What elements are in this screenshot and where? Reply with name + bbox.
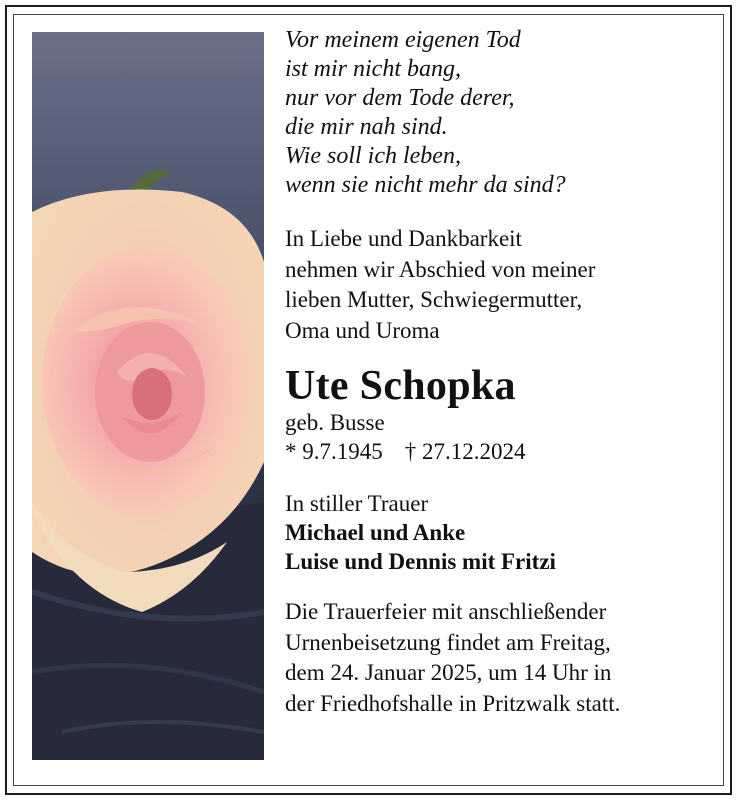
deceased-details — [285, 408, 715, 466]
poem-line: Vor meinem eigenen Tod — [285, 27, 521, 53]
mourner-name: Luise und Dennis mit Fritzi — [285, 549, 556, 574]
intro-line: In Liebe und Dankbarkeit — [285, 226, 522, 251]
poem-line: ist mir nicht bang, — [285, 56, 462, 82]
mourner-name: Michael und Anke — [285, 520, 466, 545]
funeral-line: dem 24. Januar 2025, um 14 Uhr in — [285, 660, 612, 685]
birth-date: * 9.7.1945 — [285, 439, 383, 464]
intro-text — [285, 224, 715, 346]
mourners-heading: In stiller Trauer — [285, 491, 429, 516]
funeral-line: Urnenbeisetzung findet am Freitag, — [285, 629, 611, 655]
poem-line: nur vor dem Tode derer, — [285, 85, 515, 111]
poem-line: die mir nah sind. — [285, 114, 448, 140]
text-column — [285, 26, 715, 719]
poem-line: wenn sie nicht mehr da sind? — [285, 172, 566, 198]
funeral-info — [285, 597, 715, 719]
rose-photo-icon — [32, 32, 264, 760]
poem — [285, 26, 715, 200]
funeral-line: Die Trauerfeier mit anschließender — [285, 599, 607, 624]
birth-name: geb. Busse — [285, 410, 385, 435]
funeral-line: der Friedhofshalle in Pritzwalk statt. — [285, 690, 621, 716]
intro-line: nehmen wir Abschied von meiner — [285, 256, 596, 282]
poem-line: Wie soll ich leben, — [285, 143, 461, 169]
intro-line: lieben Mutter, Schwiegermutter, — [285, 287, 583, 312]
life-dates — [285, 437, 715, 466]
intro-line: Oma und Uroma — [285, 317, 440, 343]
deceased-name: Ute Schopka — [285, 363, 516, 409]
death-date: † 27.12.2024 — [404, 439, 526, 464]
mourners — [285, 489, 715, 576]
